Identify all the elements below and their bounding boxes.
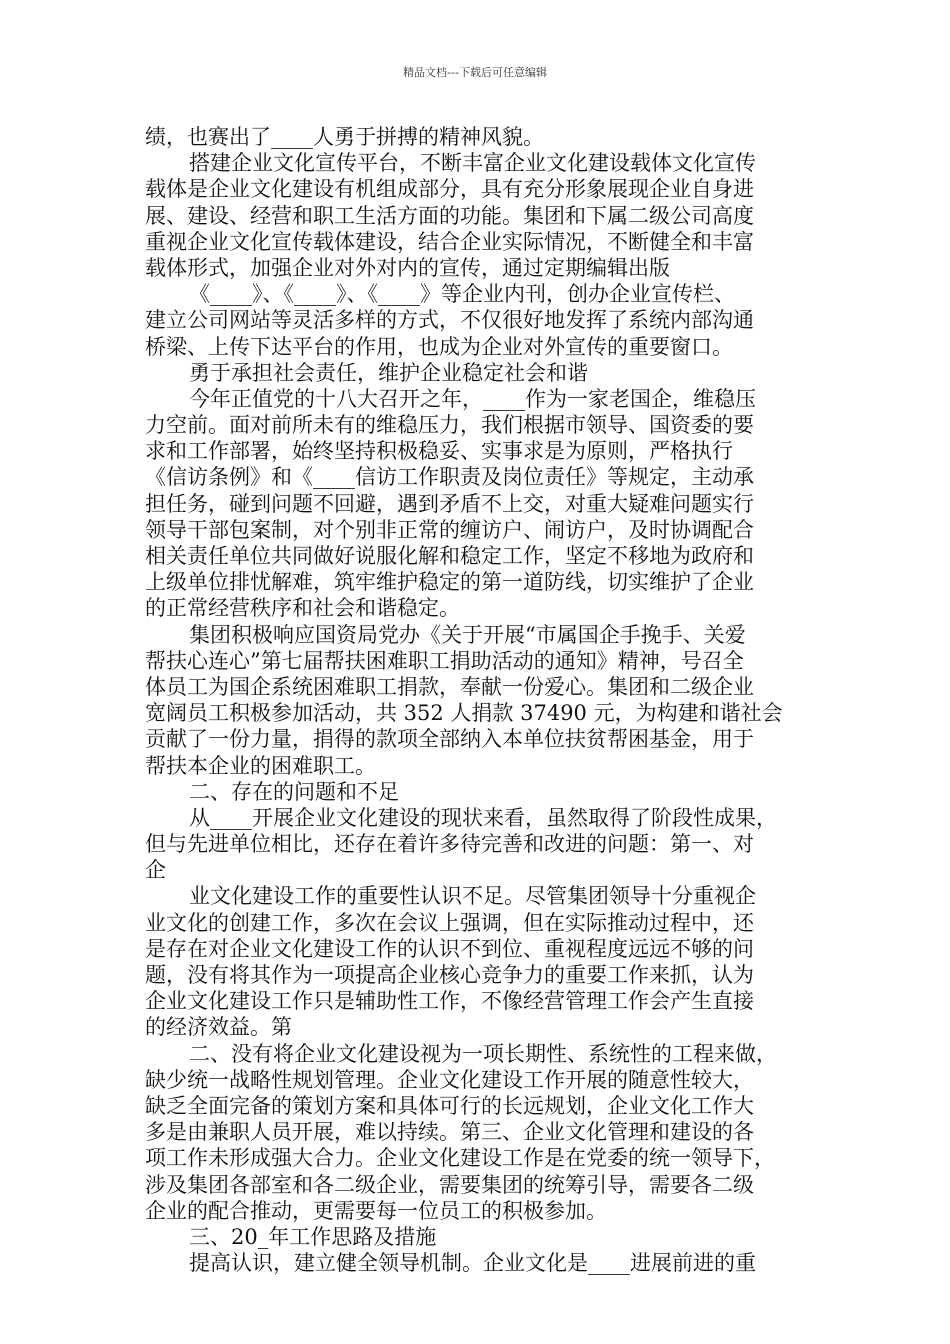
text-line: 领导干部包案制，对个别非正常的缠访户、闹访户，及时协调配合 xyxy=(145,517,754,542)
text-line: 集团积极响应国资局党办《关于开展“市属国企手挽手、关爱 xyxy=(189,622,746,647)
text-line: 的经济效益。第 xyxy=(145,1015,292,1040)
text-line: 二、没有将企业文化建设视为一项长期性、系统性的工程来做， xyxy=(189,1041,777,1066)
text-line: 勇于承担社会责任，维护企业稳定社会和谐 xyxy=(189,360,588,385)
text-line: 力空前。面对前所未有的维稳压力，我们根据市领导、国资委的要 xyxy=(145,413,754,438)
text-line: 《____》、《____》、《____》等企业内刊，创办企业宣传栏、 xyxy=(189,282,735,307)
text-line: 求和工作部署，始终坚持积极稳妥、实事求是为原则，严格执行 xyxy=(145,439,733,464)
text-line: 从____开展企业文化建设的现状来看，虽然取得了阶段性成果， xyxy=(189,805,777,830)
text-line: 宽阔员工积极参加活动，共 352 人捐款 37490 元，为构建和谐社会 xyxy=(145,701,783,726)
text-line: 展、建设、经营和职工生活方面的功能。集团和下属二级公司高度 xyxy=(145,203,754,228)
text-line: 上级单位排忧解难，筑牢维护稳定的第一道防线，切实维护了企业 xyxy=(145,570,754,595)
text-line: 载体是企业文化建设有机组成部分，具有充分形象展现企业自身进 xyxy=(145,177,754,202)
text-line: 载体形式，加强企业对外对内的宣传，通过定期编辑出版 xyxy=(145,255,670,280)
text-line: 企业的配合推动，更需要每一位员工的积极参加。 xyxy=(145,1198,607,1223)
document-body xyxy=(145,124,813,1276)
text-line: 桥梁、上传下达平台的作用，也成为企业对外宣传的重要窗口。 xyxy=(145,334,733,359)
text-line: 的正常经营秩序和社会和谐稳定。 xyxy=(145,596,460,621)
text-line: 缺乏全面完备的策划方案和具体可行的长远规划，企业文化工作大 xyxy=(145,1093,754,1118)
text-line: 贡献了一份力量，捐得的款项全部纳入本单位扶贫帮困基金，用于 xyxy=(145,727,754,752)
text-line: 企 xyxy=(145,858,166,883)
text-line: 多是由兼职人员开展，难以持续。第三、企业文化管理和建设的各 xyxy=(145,1120,754,1145)
text-line: 缺少统一战略性规划管理。企业文化建设工作开展的随意性较大， xyxy=(145,1067,754,1092)
text-line: 帮扶心连心”第七届帮扶困难职工捐助活动的通知》精神，号召全 xyxy=(145,648,744,673)
text-line: 涉及集团各部室和各二级企业，需要集团的统筹引导，需要各二级 xyxy=(145,1172,754,1197)
text-line: 搭建企业文化宣传平台，不断丰富企业文化建设载体文化宣传 xyxy=(189,151,756,176)
text-line: 《信访条例》和《____信访工作职责及岗位责任》等规定，主动承 xyxy=(145,465,754,490)
text-line: 体员工为国企系统困难职工捐款，奉献一份爱心。集团和二级企业 xyxy=(145,674,754,699)
text-line: 三、20_年工作思路及措施 xyxy=(189,1224,437,1249)
text-line: 重视企业文化宣传载体建设，结合企业实际情况，不断健全和丰富 xyxy=(145,229,754,254)
text-line: 是存在对企业文化建设工作的认识不到位、重视程度远远不够的问 xyxy=(145,936,754,961)
text-line: 项工作未形成强大合力。企业文化建设工作是在党委的统一领导下， xyxy=(145,1146,775,1171)
text-line: 绩，也赛出了____人勇于拼搏的精神风貌。 xyxy=(145,125,544,149)
text-line: 但与先进单位相比，还存在着许多待完善和改进的问题：第一、对 xyxy=(145,832,754,857)
page-header: 精品文档---下载后可任意编辑 xyxy=(403,66,547,79)
text-line: 提高认识，建立健全领导机制。企业文化是____进展前进的重 xyxy=(189,1251,756,1276)
text-line: 今年正值党的十八大召开之年，____作为一家老国企，维稳压 xyxy=(189,386,756,411)
text-line: 业文化的创建工作，多次在会议上强调，但在实际推动过程中，还 xyxy=(145,910,754,935)
text-line: 二、存在的问题和不足 xyxy=(189,779,399,804)
text-line: 业文化建设工作的重要性认识不足。尽管集团领导十分重视企 xyxy=(189,884,756,909)
text-line: 建立公司网站等灵活多样的方式，不仅很好地发挥了系统内部沟通 xyxy=(145,308,754,333)
text-line: 相关责任单位共同做好说服化解和稳定工作，坚定不移地为政府和 xyxy=(145,544,754,568)
text-line: 题，没有将其作为一项提高企业核心竞争力的重要工作来抓，认为 xyxy=(145,963,754,987)
text-line: 企业文化建设工作只是辅助性工作，不像经营管理工作会产生直接 xyxy=(145,989,754,1014)
text-line: 帮扶本企业的困难职工。 xyxy=(145,753,376,778)
text-line: 担任务，碰到问题不回避，遇到矛盾不上交，对重大疑难问题实行 xyxy=(145,491,754,516)
